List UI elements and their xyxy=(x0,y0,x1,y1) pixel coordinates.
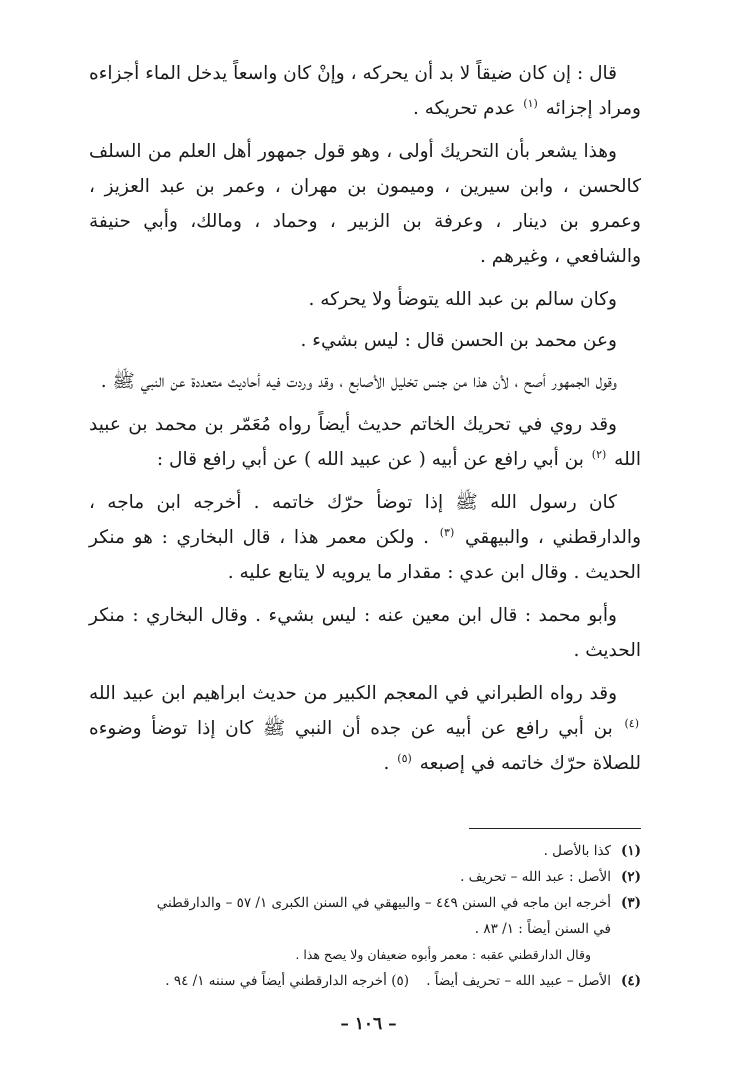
footnote xyxy=(89,838,641,864)
paragraph-text: وقد روي في تحريك الخاتم حديث أيضاً رواه مُعَمّر بن محمد بن عبيد الله xyxy=(89,414,641,470)
footnote-comment: وقال الدارقطني عقبه : معمر وأبوه ضعيفان ولا يصح هذا . xyxy=(295,947,591,962)
paragraph-text: بن أبي رافع عن أبيه ( عن عبيد الله ) عن أبي رافع قال : xyxy=(156,449,584,470)
footnote-text: كذا بالأصل . xyxy=(543,843,611,859)
footnotes xyxy=(89,838,641,994)
paragraph-text: . ولكن معمر هذا ، قال البخاري : هو منكر الحديث . وقال ابن عدي : مقدار ما يرويه لا يتابع عليه . xyxy=(89,527,641,583)
paragraph-text: وقد رواه الطبراني في المعجم الكبير من حديث ابراهيم ابن عبيد الله xyxy=(89,683,617,704)
paragraph-text: وقول الجمهور أصح ، لأن هذا من جنس تخليل الأصابع ، وقد وردت فيه أحاديث متعددة عن النبي ﷺ . xyxy=(100,371,617,392)
paragraph xyxy=(89,407,641,477)
footnote-text: الأصل : عبد الله – تحريف . xyxy=(460,869,611,885)
paragraph xyxy=(89,323,641,358)
main-text xyxy=(89,56,641,789)
paragraph xyxy=(89,282,641,317)
paragraph xyxy=(89,364,641,399)
footnote-ref[interactable]: (١) xyxy=(523,96,538,110)
paragraph-text: بن أبي رافع عن أبيه عن جده أن النبي ﷺ كان إذا توضأ وضوءه للصلاة حرّك خاتمه في إصبعه xyxy=(89,718,641,774)
footnote-ref[interactable]: (٥) xyxy=(397,751,412,765)
paragraph-text: عدم تحريكه . xyxy=(412,98,516,119)
footnote-mark: (٣) xyxy=(620,895,641,911)
footnote-mark: (١) xyxy=(620,843,641,859)
paragraph xyxy=(89,676,641,781)
paragraph-text: كان رسول الله ﷺ إذا توضأ حرّك خاتمه . أخرجه ابن ماجه ، والدارقطني ، والبيهقي xyxy=(89,492,642,548)
footnote-mark: (٢) xyxy=(620,869,641,885)
footnote-ref[interactable]: (٢) xyxy=(591,447,607,461)
footnote-mark-5: (٥) xyxy=(391,973,410,989)
page-number: – ١٠٦ – xyxy=(340,1014,397,1034)
footnote-ref[interactable]: (٤) xyxy=(624,716,639,730)
footnote-divider xyxy=(469,828,641,829)
footnote-ref[interactable]: (٣) xyxy=(439,525,455,539)
footnote xyxy=(89,968,641,994)
paragraph xyxy=(89,56,641,126)
paragraph-text: وعن محمد بن الحسن قال : ليس بشيء . xyxy=(300,330,617,351)
paragraph xyxy=(89,134,641,274)
paragraph xyxy=(89,598,641,668)
footnote xyxy=(89,864,641,890)
footnote-text xyxy=(89,968,611,994)
paragraph xyxy=(89,485,641,590)
paragraph-text: وهذا يشعر بأن التحريك أولى ، وهو قول جمهور أهل العلم من السلف كالحسن ، وابن سيرين ، وميمون بن مهران ، وعمر بن عبد العزيز ، وعمرو بن دينار ، وعرفة بن الزبير ، وحماد ، ومالك، وأبي حنيفة والشافعي ، وغيرهم . xyxy=(89,141,641,267)
footnote xyxy=(89,890,641,916)
footnote-continuation: في السنن أيضاً : ١/ ٨٣ . xyxy=(474,921,611,937)
paragraph-text: وكان سالم بن عبد الله يتوضأ ولا يحركه . xyxy=(308,289,617,310)
footnote-text: أخرجه ابن ماجه في السنن ٤٤٩ – والبيهقي في السنن الكبرى ١/ ٥٧ – والدارقطني xyxy=(156,895,611,911)
footnote-mark: (٤) xyxy=(620,973,641,989)
paragraph-text: وأبو محمد : قال ابن معين عنه : ليس بشيء . وقال البخاري : منكر الحديث . xyxy=(89,605,641,661)
paragraph-text: قال : إن كان ضيقاً لا بد أن يحركه ، وإنْ كان واسعاً يدخل الماء أجزاءه ومراد إجزائه xyxy=(89,63,641,119)
footnote-text-5: أخرجه الدارقطني أيضاً في سننه ١/ ٩٤ . xyxy=(165,973,387,989)
footnote-text-4: الأصل – عبيد الله – تحريف أيضاً . xyxy=(426,973,611,989)
paragraph-text: . xyxy=(383,753,390,774)
